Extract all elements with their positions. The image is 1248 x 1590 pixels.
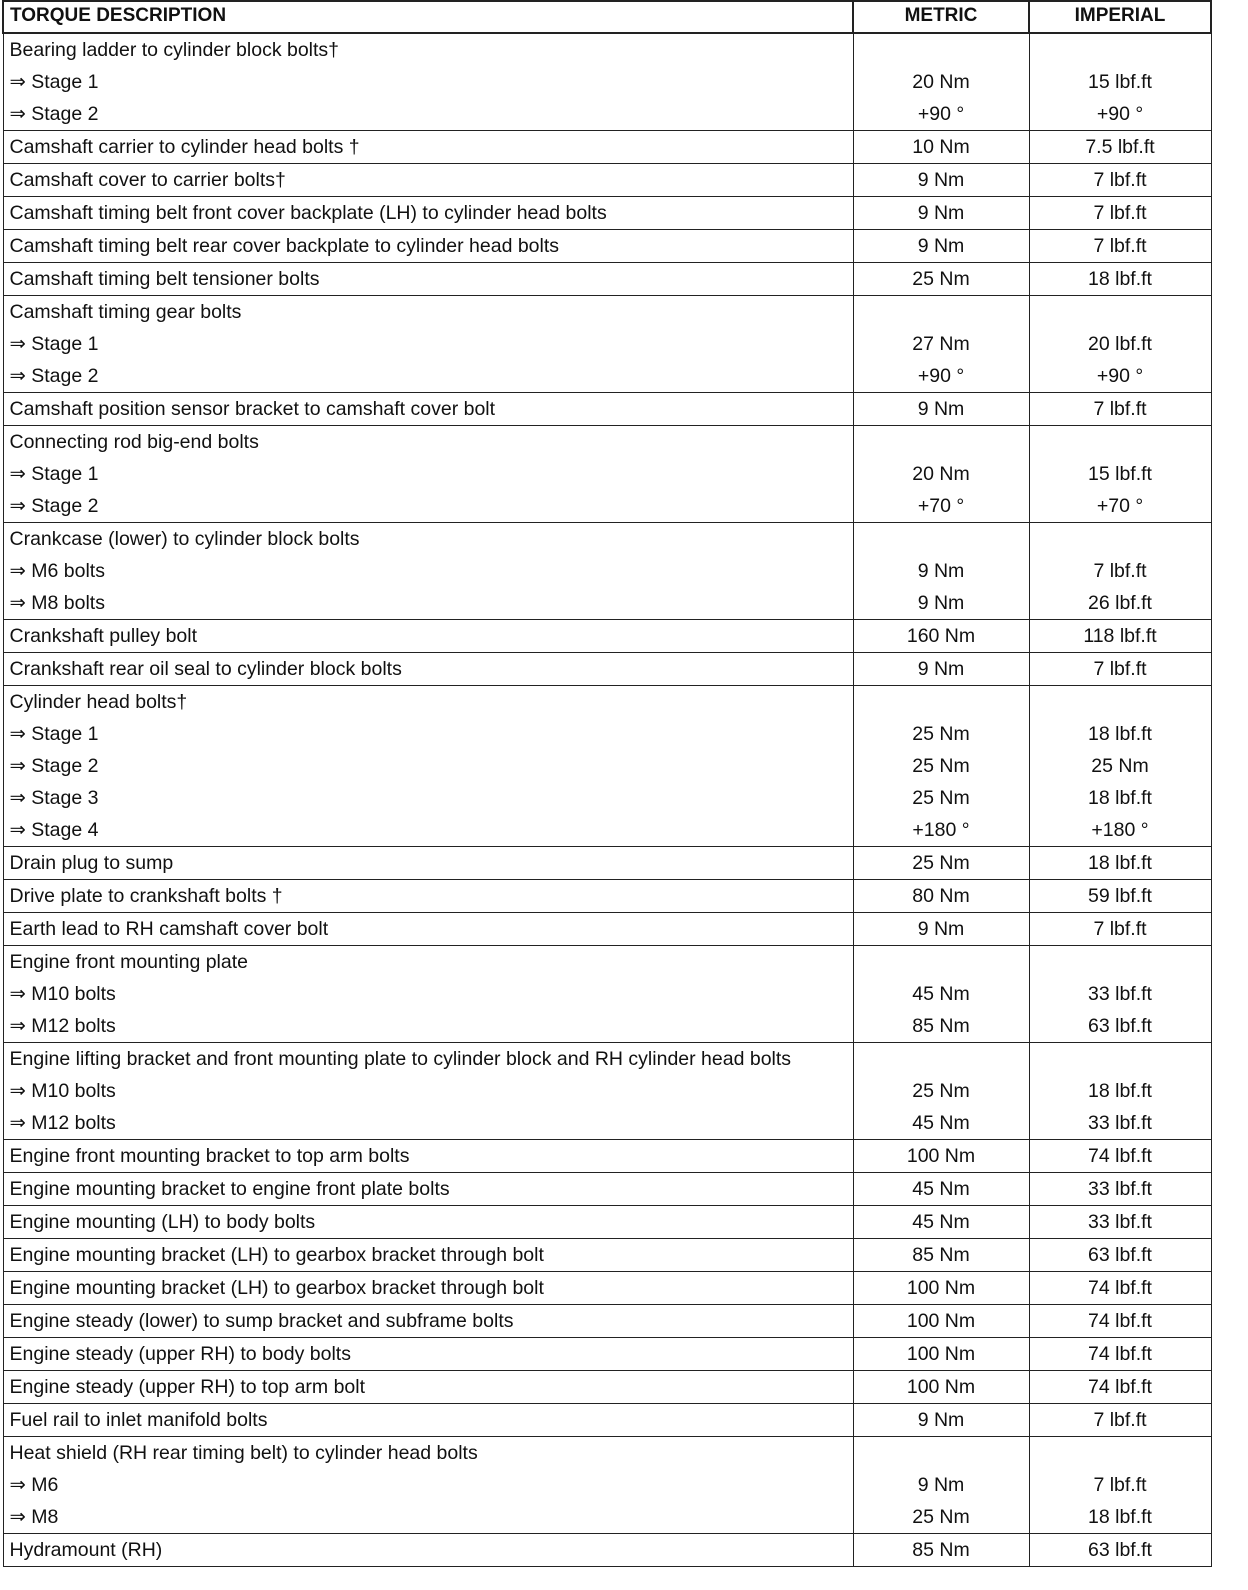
metric-cell (853, 426, 1029, 459)
imperial-cell: 33 lbf.ft (1029, 1107, 1211, 1140)
torque-group (3, 1404, 1211, 1437)
metric-cell: 25 Nm (853, 263, 1029, 296)
metric-cell: 25 Nm (853, 718, 1029, 750)
torque-group (3, 620, 1211, 653)
table-row (3, 1239, 1211, 1272)
metric-cell: 45 Nm (853, 978, 1029, 1010)
imperial-cell: 20 lbf.ft (1029, 328, 1211, 360)
imperial-cell: 18 lbf.ft (1029, 847, 1211, 880)
imperial-cell: 7 lbf.ft (1029, 230, 1211, 263)
table-row (3, 1206, 1211, 1239)
metric-cell: 85 Nm (853, 1534, 1029, 1567)
imperial-cell (1029, 426, 1211, 459)
stage-label-cell: ⇒ Stage 1 (3, 718, 853, 750)
metric-cell: 9 Nm (853, 164, 1029, 197)
table-row (3, 1534, 1211, 1567)
metric-cell (853, 686, 1029, 719)
torque-group (3, 1437, 1211, 1534)
table-row (3, 296, 1211, 329)
metric-cell: 80 Nm (853, 880, 1029, 913)
table-sub-row (3, 718, 1211, 750)
torque-group (3, 1173, 1211, 1206)
imperial-cell (1029, 296, 1211, 329)
stage-label-cell: ⇒ Stage 2 (3, 490, 853, 523)
table-row (3, 946, 1211, 979)
description-cell: Engine mounting (LH) to body bolts (3, 1206, 853, 1239)
imperial-cell: 74 lbf.ft (1029, 1305, 1211, 1338)
header-description: TORQUE DESCRIPTION (3, 1, 853, 33)
description-cell: Drive plate to crankshaft bolts † (3, 880, 853, 913)
imperial-cell: 74 lbf.ft (1029, 1338, 1211, 1371)
metric-cell: 20 Nm (853, 66, 1029, 98)
table-sub-row (3, 328, 1211, 360)
metric-cell: 27 Nm (853, 328, 1029, 360)
imperial-cell (1029, 946, 1211, 979)
metric-cell: 25 Nm (853, 1501, 1029, 1534)
table-row (3, 913, 1211, 946)
imperial-cell: 7 lbf.ft (1029, 164, 1211, 197)
imperial-cell: 18 lbf.ft (1029, 1075, 1211, 1107)
table-sub-row (3, 555, 1211, 587)
description-cell: Hydramount (RH) (3, 1534, 853, 1567)
imperial-cell: 74 lbf.ft (1029, 1140, 1211, 1173)
imperial-cell: +70 ° (1029, 490, 1211, 523)
imperial-cell: 7.5 lbf.ft (1029, 131, 1211, 164)
imperial-cell (1029, 1043, 1211, 1076)
metric-cell: 45 Nm (853, 1206, 1029, 1239)
description-cell: Camshaft timing belt rear cover backplate to cylinder head bolts (3, 230, 853, 263)
description-cell: Engine mounting bracket to engine front plate bolts (3, 1173, 853, 1206)
metric-cell: +180 ° (853, 814, 1029, 847)
description-cell: Crankshaft pulley bolt (3, 620, 853, 653)
imperial-cell: 33 lbf.ft (1029, 1206, 1211, 1239)
metric-cell: 25 Nm (853, 782, 1029, 814)
imperial-cell: 7 lbf.ft (1029, 1404, 1211, 1437)
imperial-cell: 18 lbf.ft (1029, 263, 1211, 296)
table-row (3, 230, 1211, 263)
table-sub-row (3, 587, 1211, 620)
stage-label-cell: ⇒ Stage 2 (3, 750, 853, 782)
imperial-cell: 118 lbf.ft (1029, 620, 1211, 653)
description-cell: Engine steady (upper RH) to body bolts (3, 1338, 853, 1371)
stage-label-cell: ⇒ Stage 1 (3, 458, 853, 490)
table-sub-row (3, 1075, 1211, 1107)
metric-cell (853, 1437, 1029, 1470)
imperial-cell (1029, 33, 1211, 66)
torque-table (2, 0, 1212, 1567)
imperial-cell: 7 lbf.ft (1029, 555, 1211, 587)
description-cell: Camshaft timing gear bolts (3, 296, 853, 329)
metric-cell: 160 Nm (853, 620, 1029, 653)
imperial-cell: 25 Nm (1029, 750, 1211, 782)
metric-cell: 100 Nm (853, 1305, 1029, 1338)
table-row (3, 686, 1211, 719)
torque-group (3, 296, 1211, 393)
description-cell: Engine mounting bracket (LH) to gearbox bracket through bolt (3, 1239, 853, 1272)
imperial-cell: 63 lbf.ft (1029, 1010, 1211, 1043)
metric-cell: 85 Nm (853, 1010, 1029, 1043)
torque-group (3, 880, 1211, 913)
metric-cell: 20 Nm (853, 458, 1029, 490)
table-row (3, 33, 1211, 66)
torque-group (3, 686, 1211, 847)
table-sub-row (3, 98, 1211, 131)
torque-group (3, 393, 1211, 426)
imperial-cell: 7 lbf.ft (1029, 913, 1211, 946)
metric-cell: 10 Nm (853, 131, 1029, 164)
metric-cell (853, 523, 1029, 556)
imperial-cell: 7 lbf.ft (1029, 1469, 1211, 1501)
torque-group (3, 913, 1211, 946)
imperial-cell: 74 lbf.ft (1029, 1272, 1211, 1305)
torque-group (3, 653, 1211, 686)
stage-label-cell: ⇒ M6 (3, 1469, 853, 1501)
stage-label-cell: ⇒ M10 bolts (3, 978, 853, 1010)
metric-cell: 100 Nm (853, 1338, 1029, 1371)
imperial-cell (1029, 686, 1211, 719)
description-cell: Engine lifting bracket and front mounting plate to cylinder block and RH cylinder head bolts (3, 1043, 853, 1076)
description-cell: Camshaft timing belt front cover backplate (LH) to cylinder head bolts (3, 197, 853, 230)
table-row (3, 523, 1211, 556)
stage-label-cell: ⇒ Stage 3 (3, 782, 853, 814)
stage-label-cell: ⇒ M6 bolts (3, 555, 853, 587)
table-row (3, 1140, 1211, 1173)
metric-cell: 25 Nm (853, 1075, 1029, 1107)
table-sub-row (3, 1469, 1211, 1501)
torque-group (3, 523, 1211, 620)
table-row (3, 1043, 1211, 1076)
description-cell: Drain plug to sump (3, 847, 853, 880)
table-row (3, 197, 1211, 230)
imperial-cell (1029, 1437, 1211, 1470)
stage-label-cell: ⇒ Stage 1 (3, 328, 853, 360)
stage-label-cell: ⇒ M12 bolts (3, 1107, 853, 1140)
imperial-cell: +180 ° (1029, 814, 1211, 847)
metric-cell: 9 Nm (853, 653, 1029, 686)
table-row (3, 1272, 1211, 1305)
torque-group (3, 1239, 1211, 1272)
stage-label-cell: ⇒ M8 bolts (3, 587, 853, 620)
description-cell: Engine front mounting bracket to top arm bolts (3, 1140, 853, 1173)
description-cell: Heat shield (RH rear timing belt) to cylinder head bolts (3, 1437, 853, 1470)
description-cell: Fuel rail to inlet manifold bolts (3, 1404, 853, 1437)
description-cell: Engine mounting bracket (LH) to gearbox bracket through bolt (3, 1272, 853, 1305)
metric-cell: 25 Nm (853, 847, 1029, 880)
metric-cell: 9 Nm (853, 393, 1029, 426)
metric-cell: 100 Nm (853, 1140, 1029, 1173)
metric-cell: 9 Nm (853, 230, 1029, 263)
table-sub-row (3, 490, 1211, 523)
table-sub-row (3, 1010, 1211, 1043)
metric-cell (853, 296, 1029, 329)
table-row (3, 653, 1211, 686)
table-row (3, 393, 1211, 426)
table-row (3, 620, 1211, 653)
imperial-cell: 18 lbf.ft (1029, 1501, 1211, 1534)
description-cell: Crankshaft rear oil seal to cylinder block bolts (3, 653, 853, 686)
imperial-cell: 18 lbf.ft (1029, 718, 1211, 750)
torque-group (3, 426, 1211, 523)
torque-group (3, 1534, 1211, 1567)
imperial-cell: 18 lbf.ft (1029, 782, 1211, 814)
torque-group (3, 1371, 1211, 1404)
description-cell: Engine front mounting plate (3, 946, 853, 979)
metric-cell: 9 Nm (853, 1469, 1029, 1501)
metric-cell: 9 Nm (853, 197, 1029, 230)
stage-label-cell: ⇒ Stage 2 (3, 98, 853, 131)
imperial-cell: +90 ° (1029, 360, 1211, 393)
imperial-cell: 7 lbf.ft (1029, 653, 1211, 686)
stage-label-cell: ⇒ Stage 1 (3, 66, 853, 98)
table-row (3, 164, 1211, 197)
table-sub-row (3, 66, 1211, 98)
table-row (3, 1338, 1211, 1371)
description-cell: Camshaft carrier to cylinder head bolts † (3, 131, 853, 164)
imperial-cell: 26 lbf.ft (1029, 587, 1211, 620)
metric-cell: 9 Nm (853, 913, 1029, 946)
imperial-cell: 74 lbf.ft (1029, 1371, 1211, 1404)
metric-cell: +90 ° (853, 360, 1029, 393)
torque-group (3, 847, 1211, 880)
torque-group (3, 1305, 1211, 1338)
imperial-cell: 15 lbf.ft (1029, 66, 1211, 98)
table-row (3, 1371, 1211, 1404)
description-cell: Camshaft position sensor bracket to camshaft cover bolt (3, 393, 853, 426)
table-sub-row (3, 458, 1211, 490)
imperial-cell: 59 lbf.ft (1029, 880, 1211, 913)
metric-cell: 100 Nm (853, 1272, 1029, 1305)
torque-group (3, 131, 1211, 164)
torque-group (3, 1043, 1211, 1140)
table-sub-row (3, 1107, 1211, 1140)
table-row (3, 263, 1211, 296)
imperial-cell: 33 lbf.ft (1029, 1173, 1211, 1206)
description-cell: Camshaft timing belt tensioner bolts (3, 263, 853, 296)
imperial-cell: 7 lbf.ft (1029, 393, 1211, 426)
metric-cell: +90 ° (853, 98, 1029, 131)
metric-cell: 9 Nm (853, 587, 1029, 620)
torque-group (3, 1272, 1211, 1305)
table-row (3, 880, 1211, 913)
table-row (3, 847, 1211, 880)
header-metric: METRIC (853, 1, 1029, 33)
torque-group (3, 197, 1211, 230)
table-row (3, 426, 1211, 459)
imperial-cell: 15 lbf.ft (1029, 458, 1211, 490)
description-cell: Connecting rod big-end bolts (3, 426, 853, 459)
metric-cell (853, 33, 1029, 66)
stage-label-cell: ⇒ M12 bolts (3, 1010, 853, 1043)
metric-cell: 100 Nm (853, 1371, 1029, 1404)
torque-group (3, 230, 1211, 263)
metric-cell: 9 Nm (853, 555, 1029, 587)
description-cell: Engine steady (lower) to sump bracket and subframe bolts (3, 1305, 853, 1338)
table-sub-row (3, 750, 1211, 782)
description-cell: Engine steady (upper RH) to top arm bolt (3, 1371, 853, 1404)
table-sub-row (3, 360, 1211, 393)
table-sub-row (3, 1501, 1211, 1534)
description-cell: Camshaft cover to carrier bolts† (3, 164, 853, 197)
metric-cell: 25 Nm (853, 750, 1029, 782)
stage-label-cell: ⇒ Stage 4 (3, 814, 853, 847)
imperial-cell: 63 lbf.ft (1029, 1534, 1211, 1567)
metric-cell: 45 Nm (853, 1173, 1029, 1206)
metric-cell: 45 Nm (853, 1107, 1029, 1140)
imperial-cell: 63 lbf.ft (1029, 1239, 1211, 1272)
metric-cell: 85 Nm (853, 1239, 1029, 1272)
torque-group (3, 33, 1211, 131)
stage-label-cell: ⇒ M10 bolts (3, 1075, 853, 1107)
imperial-cell (1029, 523, 1211, 556)
imperial-cell: 33 lbf.ft (1029, 978, 1211, 1010)
table-row (3, 1173, 1211, 1206)
header-imperial: IMPERIAL (1029, 1, 1211, 33)
table-row (3, 1437, 1211, 1470)
table-row (3, 1305, 1211, 1338)
table-sub-row (3, 782, 1211, 814)
description-cell: Cylinder head bolts† (3, 686, 853, 719)
stage-label-cell: ⇒ M8 (3, 1501, 853, 1534)
torque-group (3, 164, 1211, 197)
torque-group (3, 1338, 1211, 1371)
table-row (3, 1404, 1211, 1437)
imperial-cell: +90 ° (1029, 98, 1211, 131)
metric-cell (853, 946, 1029, 979)
imperial-cell: 7 lbf.ft (1029, 197, 1211, 230)
metric-cell (853, 1043, 1029, 1076)
description-cell: Crankcase (lower) to cylinder block bolts (3, 523, 853, 556)
metric-cell: 9 Nm (853, 1404, 1029, 1437)
torque-group (3, 946, 1211, 1043)
torque-group (3, 1206, 1211, 1239)
table-sub-row (3, 814, 1211, 847)
table-sub-row (3, 978, 1211, 1010)
torque-group (3, 1140, 1211, 1173)
description-cell: Earth lead to RH camshaft cover bolt (3, 913, 853, 946)
description-cell: Bearing ladder to cylinder block bolts† (3, 33, 853, 66)
metric-cell: +70 ° (853, 490, 1029, 523)
torque-group (3, 263, 1211, 296)
table-header-row (3, 1, 1211, 33)
stage-label-cell: ⇒ Stage 2 (3, 360, 853, 393)
table-row (3, 131, 1211, 164)
